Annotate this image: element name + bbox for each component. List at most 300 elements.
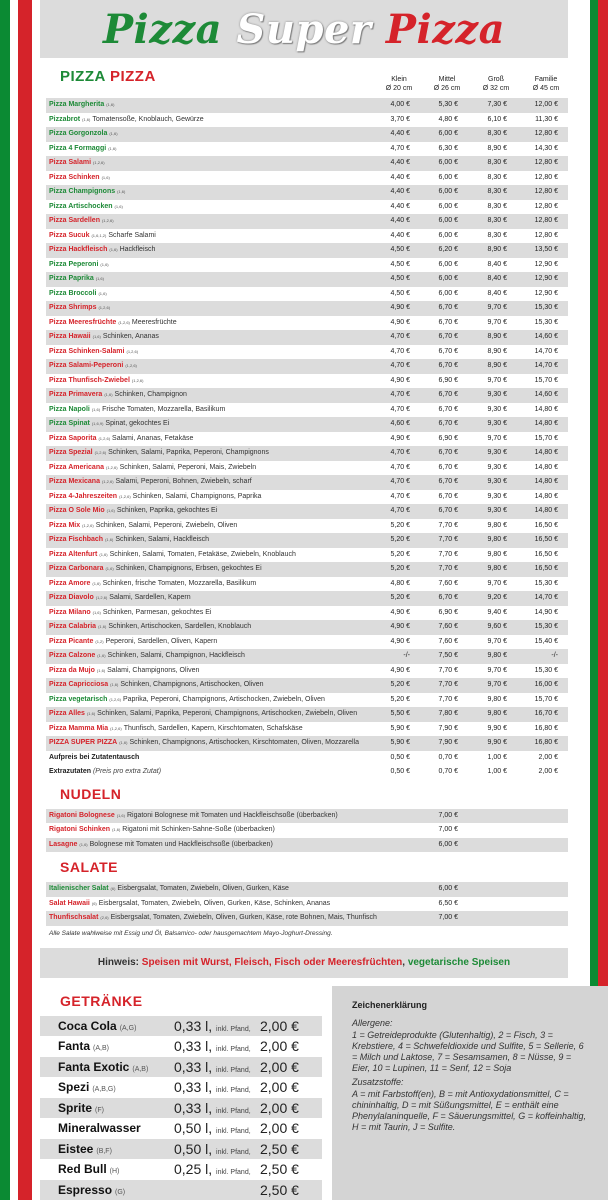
pizza-allergens: (1,6) [92, 334, 101, 339]
pizza-name [49, 272, 106, 287]
pizza-name [49, 490, 261, 505]
pizza-price: 9,70 € [487, 579, 507, 587]
pizza-name-text: Pizza Calabria [49, 623, 97, 630]
pizza-name [49, 403, 225, 418]
pizza-price: 6,00 € [438, 275, 458, 282]
pizza-extras-list [40, 751, 568, 779]
pizza-price: 4,80 € [390, 579, 410, 587]
pizza-price: 9,70 € [487, 304, 507, 311]
pizza-allergens: (1,2) [95, 638, 104, 644]
pizza-price: 14,30 € [534, 144, 558, 152]
pizza-price: 8,30 € [487, 173, 507, 181]
pizza-price: 4,70 € [390, 478, 410, 485]
pizza-name-text: Pizza Capricciosa [49, 681, 109, 688]
pizza-price: 16,50 € [534, 550, 558, 558]
pizza-allergens: (1,2,6) [126, 348, 139, 354]
pizza-allergens: (1,6) [110, 682, 119, 687]
extra-price: 1,00 € [487, 767, 507, 775]
drink-pfand-note: inkl. Pfand, [216, 1066, 251, 1074]
pizza-price: 9,80 € [487, 550, 507, 558]
pizza-price: 9,30 € [487, 420, 507, 427]
bottom-section [40, 986, 586, 1200]
pizza-price: 7,70 € [438, 695, 458, 703]
hinweis-red-text: Speisen mit Wurst, Fleisch, Fisch oder Meeresfrüchten [141, 956, 403, 968]
pizza-name [49, 127, 120, 142]
pizza-price: 8,30 € [487, 202, 507, 210]
drink-price: 2,00 € [260, 1038, 299, 1054]
pizza-name-text: Pizza Alles [49, 710, 85, 717]
column-header-familie: Familie Ø 45 cm [532, 76, 560, 92]
drink-price: 2,00 € [260, 1120, 299, 1136]
extra-name [49, 765, 161, 779]
drink-pfand-note: inkl. Pfand, [216, 1107, 251, 1115]
pizza-row [46, 548, 568, 563]
pizza-row [46, 461, 568, 476]
drink-volume-text: 0,33 l, [174, 1058, 213, 1075]
pizza-price: 15,70 € [534, 695, 558, 703]
drink-row [40, 1016, 322, 1036]
drink-price: 2,00 € [260, 1058, 299, 1075]
pizza-name [49, 664, 199, 679]
pizza-price: 16,50 € [534, 565, 558, 572]
pizza-price: 12,90 € [534, 289, 558, 297]
pizza-name-text: Pizza Calzone [49, 652, 96, 659]
pizza-price: 9,70 € [487, 318, 507, 326]
hinweis-label: Hinweis: [97, 956, 140, 968]
pizza-allergens: (1,6) [106, 508, 115, 513]
pizza-row [46, 606, 568, 621]
pizza-allergens: (1,6) [105, 566, 114, 571]
pizza-price: 8,90 € [487, 362, 507, 369]
pizza-price: 7,70 € [438, 550, 458, 558]
pizza-price: 14,60 € [534, 333, 558, 340]
salat-name [49, 882, 289, 897]
drink-name-text: Espresso [58, 1182, 113, 1197]
pizza-description: Salami, Sardellen, Kapern [109, 594, 191, 601]
nudeln-description: Rigatoni Bolognese mit Tomaten und Hackfleischsoße (überbacken) [126, 811, 338, 819]
pizza-price: 9,30 € [487, 405, 507, 413]
hinweis-separator: , [402, 956, 406, 968]
pizza-price: 7,60 € [438, 623, 458, 630]
drink-volume-text: 0,25 l, [174, 1161, 213, 1177]
pizza-description: Schinken, Salami, Tomaten, Fetakäse, Zwiebeln, Knoblauch [109, 550, 296, 558]
legend-zusatz-label: Zusatzstoffe: [352, 1076, 404, 1087]
pizza-price: 8,30 € [487, 159, 507, 166]
pizza-row [46, 200, 568, 215]
drink-pfand-note: inkl. Pfand, [216, 1025, 251, 1033]
pizza-price: 6,70 € [438, 362, 458, 369]
pizza-allergens: (1,6) [96, 667, 106, 673]
pizza-row [46, 330, 568, 345]
pizza-price: 4,40 € [390, 202, 410, 210]
pizza-row [46, 316, 568, 331]
pizza-name-text: Pizza O Sole Mio [49, 507, 105, 514]
pizza-allergens: (1,6) [104, 392, 113, 397]
pizza-row [46, 229, 568, 244]
pizza-allergens: (1,2,6) [101, 218, 114, 223]
pizza-name [49, 620, 251, 635]
salat-name [49, 897, 330, 912]
pizza-name [49, 243, 155, 258]
pizza-name-text: Pizza vegetarisch [49, 695, 108, 703]
drink-allergens: (A,G) [119, 1024, 137, 1032]
pizza-row [46, 98, 568, 113]
drink-name-text: Eistee [58, 1141, 94, 1156]
pizza-price: 5,90 € [390, 739, 410, 746]
pizza-description: Schinken, Champignon [114, 391, 187, 398]
pizza-name-text: Pizza 4 Formaggi [49, 144, 107, 152]
pizza-price: 8,30 € [487, 130, 507, 137]
drink-price: 2,50 € [260, 1161, 299, 1177]
salat-row [46, 911, 568, 926]
pizza-allergens: (1,2,6) [125, 363, 137, 368]
extra-name-text: Extrazutaten [49, 767, 92, 775]
drinks-section-title: GETRÄNKE [60, 992, 143, 1009]
pizza-row [46, 707, 568, 722]
drink-row [40, 1057, 322, 1077]
pizza-price: 14,60 € [534, 391, 558, 398]
pizza-name [49, 562, 262, 577]
pizza-row [46, 490, 568, 505]
pizza-allergens: (1,6) [86, 711, 96, 716]
extra-price: 0,50 € [390, 767, 410, 775]
pizza-row [46, 243, 568, 258]
pizza-row [46, 417, 568, 432]
pizza-name-text: Pizza Sucuk [49, 231, 90, 239]
salat-price: 6,00 € [438, 885, 458, 892]
drink-pfand-note: inkl. Pfand, [216, 1169, 251, 1176]
nudeln-name [49, 838, 273, 853]
pizza-description: Schinken, Salami, Champignon, Hackfleisch [107, 652, 245, 659]
pizza-price: 12,80 € [534, 231, 558, 239]
pizza-name-text: Pizza Hackfleisch [49, 246, 108, 253]
pizza-price: 4,80 € [438, 115, 458, 123]
drink-row [40, 1077, 322, 1097]
pizza-price: 5,30 € [438, 101, 458, 108]
pizza-price: 9,30 € [487, 507, 507, 514]
pizza-price: 4,70 € [390, 492, 410, 500]
pizza-name [49, 214, 116, 229]
pizza-name [49, 432, 193, 447]
drink-price: 2,00 € [260, 1017, 299, 1034]
pizza-price: 12,80 € [534, 159, 558, 166]
pizza-name-text: Pizzabrot [49, 115, 81, 123]
pizza-allergens: (1,2,6) [110, 725, 122, 731]
pizza-name-text: Pizza 4-Jahreszeiten [49, 492, 118, 500]
salat-allergens: (6) [110, 886, 116, 891]
pizza-allergens: (1,6) [109, 247, 118, 252]
pizza-price: 12,90 € [534, 260, 558, 268]
pizza-name [49, 345, 140, 360]
pizza-price: 4,70 € [390, 463, 410, 471]
pizza-price: 4,90 € [390, 637, 410, 645]
pizza-name [49, 548, 296, 563]
pizza-allergens: (1,6) [117, 189, 126, 194]
pizza-price: 5,20 € [390, 565, 410, 572]
pizza-row [46, 301, 568, 316]
pizza-price: 6,00 € [438, 159, 458, 166]
pizza-name [49, 736, 359, 751]
pizza-price: 16,80 € [534, 724, 558, 732]
pizza-price: 7,70 € [438, 536, 458, 543]
pizza-allergens: (1,2,6) [101, 479, 114, 484]
pizza-price: 4,70 € [390, 405, 410, 413]
pizza-price: 4,70 € [390, 333, 410, 340]
pizza-price: 7,70 € [438, 666, 458, 674]
pizza-name [49, 693, 325, 708]
pizza-price: 15,40 € [534, 637, 558, 645]
pizza-price: 5,20 € [390, 695, 410, 703]
drink-allergens: (A,B) [132, 1065, 149, 1073]
pizza-price: 9,60 € [487, 623, 507, 630]
pizza-name [49, 635, 217, 650]
pizza-name [49, 374, 145, 389]
pizza-name-text: Pizza Hawaii [49, 333, 91, 340]
pizza-allergens: (1,2,6) [82, 522, 94, 528]
salat-description: Eisbergsalat, Tomaten, Zwiebeln, Oliven, Gurken, Käse [117, 885, 289, 892]
pizza-name [49, 113, 204, 128]
drink-allergens: (H) [109, 1168, 120, 1175]
pizza-name-text: Pizza Broccoli [49, 289, 97, 297]
pizza-description: Paprika, Peperoni, Champignons, Artischocken, Zwiebeln, Oliven [122, 695, 325, 703]
pizza-allergens: (1,6) [82, 116, 91, 122]
pizza-name [49, 446, 269, 461]
pizza-price: 14,90 € [534, 608, 558, 616]
pizza-price: 9,70 € [487, 637, 507, 645]
pizza-description: Schinken, Ananas [102, 333, 159, 340]
pizza-allergens: (1,2,6) [94, 450, 107, 455]
pizza-row [46, 127, 568, 142]
pizza-price: 12,80 € [534, 130, 558, 137]
pizza-name-text: Pizza Shrimps [49, 304, 97, 311]
drinks-section [40, 986, 322, 1200]
pizza-price: 6,90 € [438, 376, 458, 384]
pizza-price: 8,40 € [487, 260, 507, 268]
pizza-price: 6,00 € [438, 173, 458, 181]
salat-allergens: (2,6) [100, 915, 109, 920]
pizza-row [46, 519, 568, 534]
salat-description: Eisbergsalat, Tomaten, Zwiebeln, Oliven, Gurken, Käse, rote Bohnen, Mais, Thunfisch [110, 914, 377, 921]
pizza-price: -/- [551, 652, 558, 659]
pizza-price: 6,70 € [438, 420, 458, 427]
pizza-name-text: Pizza da Mujo [49, 666, 95, 674]
nudeln-price: 7,00 € [438, 811, 458, 819]
nudeln-section-title: NUDELN [60, 785, 122, 802]
pizza-row [46, 591, 568, 606]
drink-volume-text: 0,33 l, [174, 1038, 213, 1054]
title-part-1: Pizza [102, 5, 223, 53]
pizza-name [49, 591, 191, 606]
pizza-name-text: Pizza Paprika [49, 275, 94, 282]
drink-row [40, 1118, 322, 1138]
drink-name-text: Fanta Exotic [58, 1059, 130, 1074]
pizza-price: 6,70 € [438, 405, 458, 413]
pizza-name [49, 475, 252, 490]
pizza-price: 16,00 € [534, 681, 558, 688]
pizza-title-green: PIZZA [60, 68, 106, 85]
pizza-price: 7,60 € [438, 637, 458, 645]
pizza-name-text: Pizza Margherita [49, 101, 105, 108]
pizza-price: 6,90 € [438, 608, 458, 616]
pizza-price: 16,70 € [534, 710, 558, 717]
salat-name-text: Italienischer Salat [49, 885, 109, 892]
pizza-allergens: (1,6) [98, 290, 107, 296]
pizza-price: 9,30 € [487, 391, 507, 398]
pizza-row [46, 374, 568, 389]
pizza-price: 9,80 € [487, 695, 507, 703]
drink-volume-text: 0,33 l, [174, 1079, 213, 1095]
legend-box [332, 986, 608, 1200]
extra-price: 2,00 € [538, 753, 558, 761]
pizza-row [46, 156, 568, 171]
pizza-name [49, 606, 211, 621]
pizza-row [46, 388, 568, 403]
pizza-name-text: Pizza Salami [49, 159, 92, 166]
pizza-description: Salami, Champignons, Oliven [107, 666, 200, 674]
pizza-price: 4,50 € [390, 246, 410, 253]
pizza-allergens: (1,6) [92, 609, 101, 615]
pizza-row [46, 475, 568, 490]
salat-description: Eisbergsalat, Tomaten, Zwiebeln, Oliven, Gurken, Käse, Schinken, Ananas [98, 899, 331, 907]
pizza-name-text: Pizza Mamma Mia [49, 724, 109, 732]
pizza-name [49, 388, 187, 403]
nudeln-description: Rigatoni mit Schinken-Sahne-Soße (überbacken) [122, 826, 275, 833]
drink-volume-text: 0,33 l, [174, 1099, 213, 1116]
pizza-price: 4,40 € [390, 173, 410, 181]
pizza-price: 14,80 € [534, 507, 558, 514]
pizza-name-text: Pizza Schinken [49, 173, 100, 181]
legend-allergene-label: Allergene: [352, 1017, 393, 1028]
pizza-price: 7,70 € [438, 521, 458, 529]
pizza-price: 5,50 € [390, 710, 410, 717]
pizza-price: 12,00 € [534, 101, 558, 108]
pizza-name-text: Pizza Meeresfrüchte [49, 318, 117, 326]
legend-title: Zeichenerklärung [352, 999, 428, 1010]
drink-allergens: (G) [115, 1188, 126, 1196]
pizza-allergens: (1,6) [91, 406, 101, 412]
italian-flag-stripe-red-left [18, 0, 32, 1200]
pizza-allergens: (1,2,6) [131, 377, 144, 383]
pizza-name [49, 722, 303, 737]
extra-name [49, 751, 139, 765]
pizza-name [49, 359, 139, 374]
italian-flag-stripe-green-left [0, 0, 10, 1200]
menu-content [40, 0, 586, 1200]
pizza-name-text: Pizza Gorgonzola [49, 130, 108, 137]
pizza-name-text: Pizza Thunfisch-Zwiebel [49, 376, 130, 384]
pizza-price: 4,70 € [390, 347, 410, 355]
drink-allergens: (F) [95, 1106, 104, 1114]
pizza-price: 8,90 € [487, 333, 507, 340]
pizza-price: 7,90 € [438, 724, 458, 732]
pizza-name [49, 142, 118, 157]
pizza-price: 9,30 € [487, 463, 507, 471]
pizza-price: 14,80 € [534, 478, 558, 485]
extra-price: 0,70 € [438, 767, 458, 775]
pizza-price: 5,20 € [390, 681, 410, 688]
pizza-row [46, 359, 568, 374]
pizza-allergens: (1,6) [95, 276, 104, 281]
pizza-row [46, 446, 568, 461]
pizza-list [40, 98, 568, 751]
pizza-allergens: (1,6) [114, 203, 123, 209]
drink-price: 2,00 € [260, 1079, 299, 1095]
drink-pfand-note: inkl. Pfand, [216, 1128, 251, 1135]
pizza-price: 9,80 € [487, 710, 507, 717]
pizza-name [49, 171, 112, 186]
pizza-allergens: (1,6) [98, 624, 107, 629]
legend-zusatz-text: A = mit Farbstoff(en), B = mit Antioxydationsmittel, C = chininhaltig, D = mit Süßungsmittel, E = enthält eine Phenylalaninquelle, F = Säuerungsmittel, G = koffeinhaltig, H = mit Taurin, J = Sulfite. [352, 1088, 586, 1132]
extra-price: 0,70 € [438, 753, 458, 761]
pizza-price: 6,70 € [438, 318, 458, 326]
pizza-price: 4,90 € [390, 434, 410, 442]
pizza-price: 15,30 € [534, 318, 558, 326]
pizza-price: 8,30 € [487, 231, 507, 239]
salat-price: 6,50 € [438, 899, 458, 907]
drink-pfand-note: inkl. Pfand, [216, 1046, 251, 1053]
extra-price: 2,00 € [538, 767, 558, 775]
pizza-price: 9,80 € [487, 536, 507, 543]
pizza-price: 14,70 € [534, 594, 558, 601]
pizza-name-text: Pizza Salami-Peperoni [49, 362, 124, 369]
drink-name-text: Spezi [58, 1080, 90, 1094]
drink-name-text: Coca Cola [58, 1018, 117, 1033]
column-header-gross: Groß Ø 32 cm [482, 76, 510, 92]
nudeln-list [40, 809, 568, 853]
pizza-price: 4,90 € [390, 623, 410, 630]
salat-row [46, 882, 568, 897]
pizza-price: 14,70 € [534, 347, 558, 355]
pizza-row [46, 620, 568, 635]
pizza-name [49, 330, 159, 345]
drink-allergens: (B,F) [96, 1147, 112, 1155]
pizza-price: 14,80 € [534, 463, 558, 471]
pizza-price: 4,70 € [390, 507, 410, 514]
pizza-price: 3,70 € [390, 115, 410, 123]
pizza-price: 16,80 € [534, 739, 558, 746]
pizza-price: 9,30 € [487, 478, 507, 485]
pizza-price: 7,50 € [438, 652, 458, 659]
pizza-row [46, 403, 568, 418]
pizza-price: 12,80 € [534, 173, 558, 181]
drink-allergens: (A,B) [93, 1045, 109, 1052]
pizza-description: Schinken, frische Tomaten, Mozzarella, Basilikum [102, 579, 257, 587]
nudeln-name-text: Rigatoni Bolognese [49, 811, 115, 819]
pizza-price: 8,30 € [487, 188, 507, 195]
pizza-row [46, 664, 568, 679]
pizza-price: 4,70 € [390, 144, 410, 152]
pizza-name-text: Pizza Americana [49, 463, 104, 471]
pizza-section-header [40, 62, 568, 98]
pizza-price: 4,50 € [390, 260, 410, 268]
pizza-name-text: Pizza Mexicana [49, 478, 100, 485]
drink-name-text: Mineralwasser [58, 1121, 141, 1135]
nudeln-name [49, 809, 338, 824]
pizza-allergens: (1,6) [97, 653, 106, 658]
drink-volume-text: 0,50 l, [174, 1140, 213, 1157]
pizza-price: 11,30 € [535, 115, 558, 123]
pizza-name-text: Pizza Napoli [49, 405, 90, 413]
pizza-price: 15,30 € [534, 304, 558, 311]
pizza-description: Schinken, Salami, Paprika, Peperoni, Champignons [108, 449, 269, 456]
pizza-price: 4,40 € [390, 130, 410, 137]
pizza-price: 14,70 € [534, 362, 558, 369]
pizza-price: 5,20 € [390, 521, 410, 529]
pizza-allergens: (1,6) [106, 102, 115, 107]
drink-allergens: (A,B,G) [92, 1086, 116, 1093]
drink-row [40, 1139, 322, 1159]
pizza-price: 6,70 € [438, 347, 458, 355]
